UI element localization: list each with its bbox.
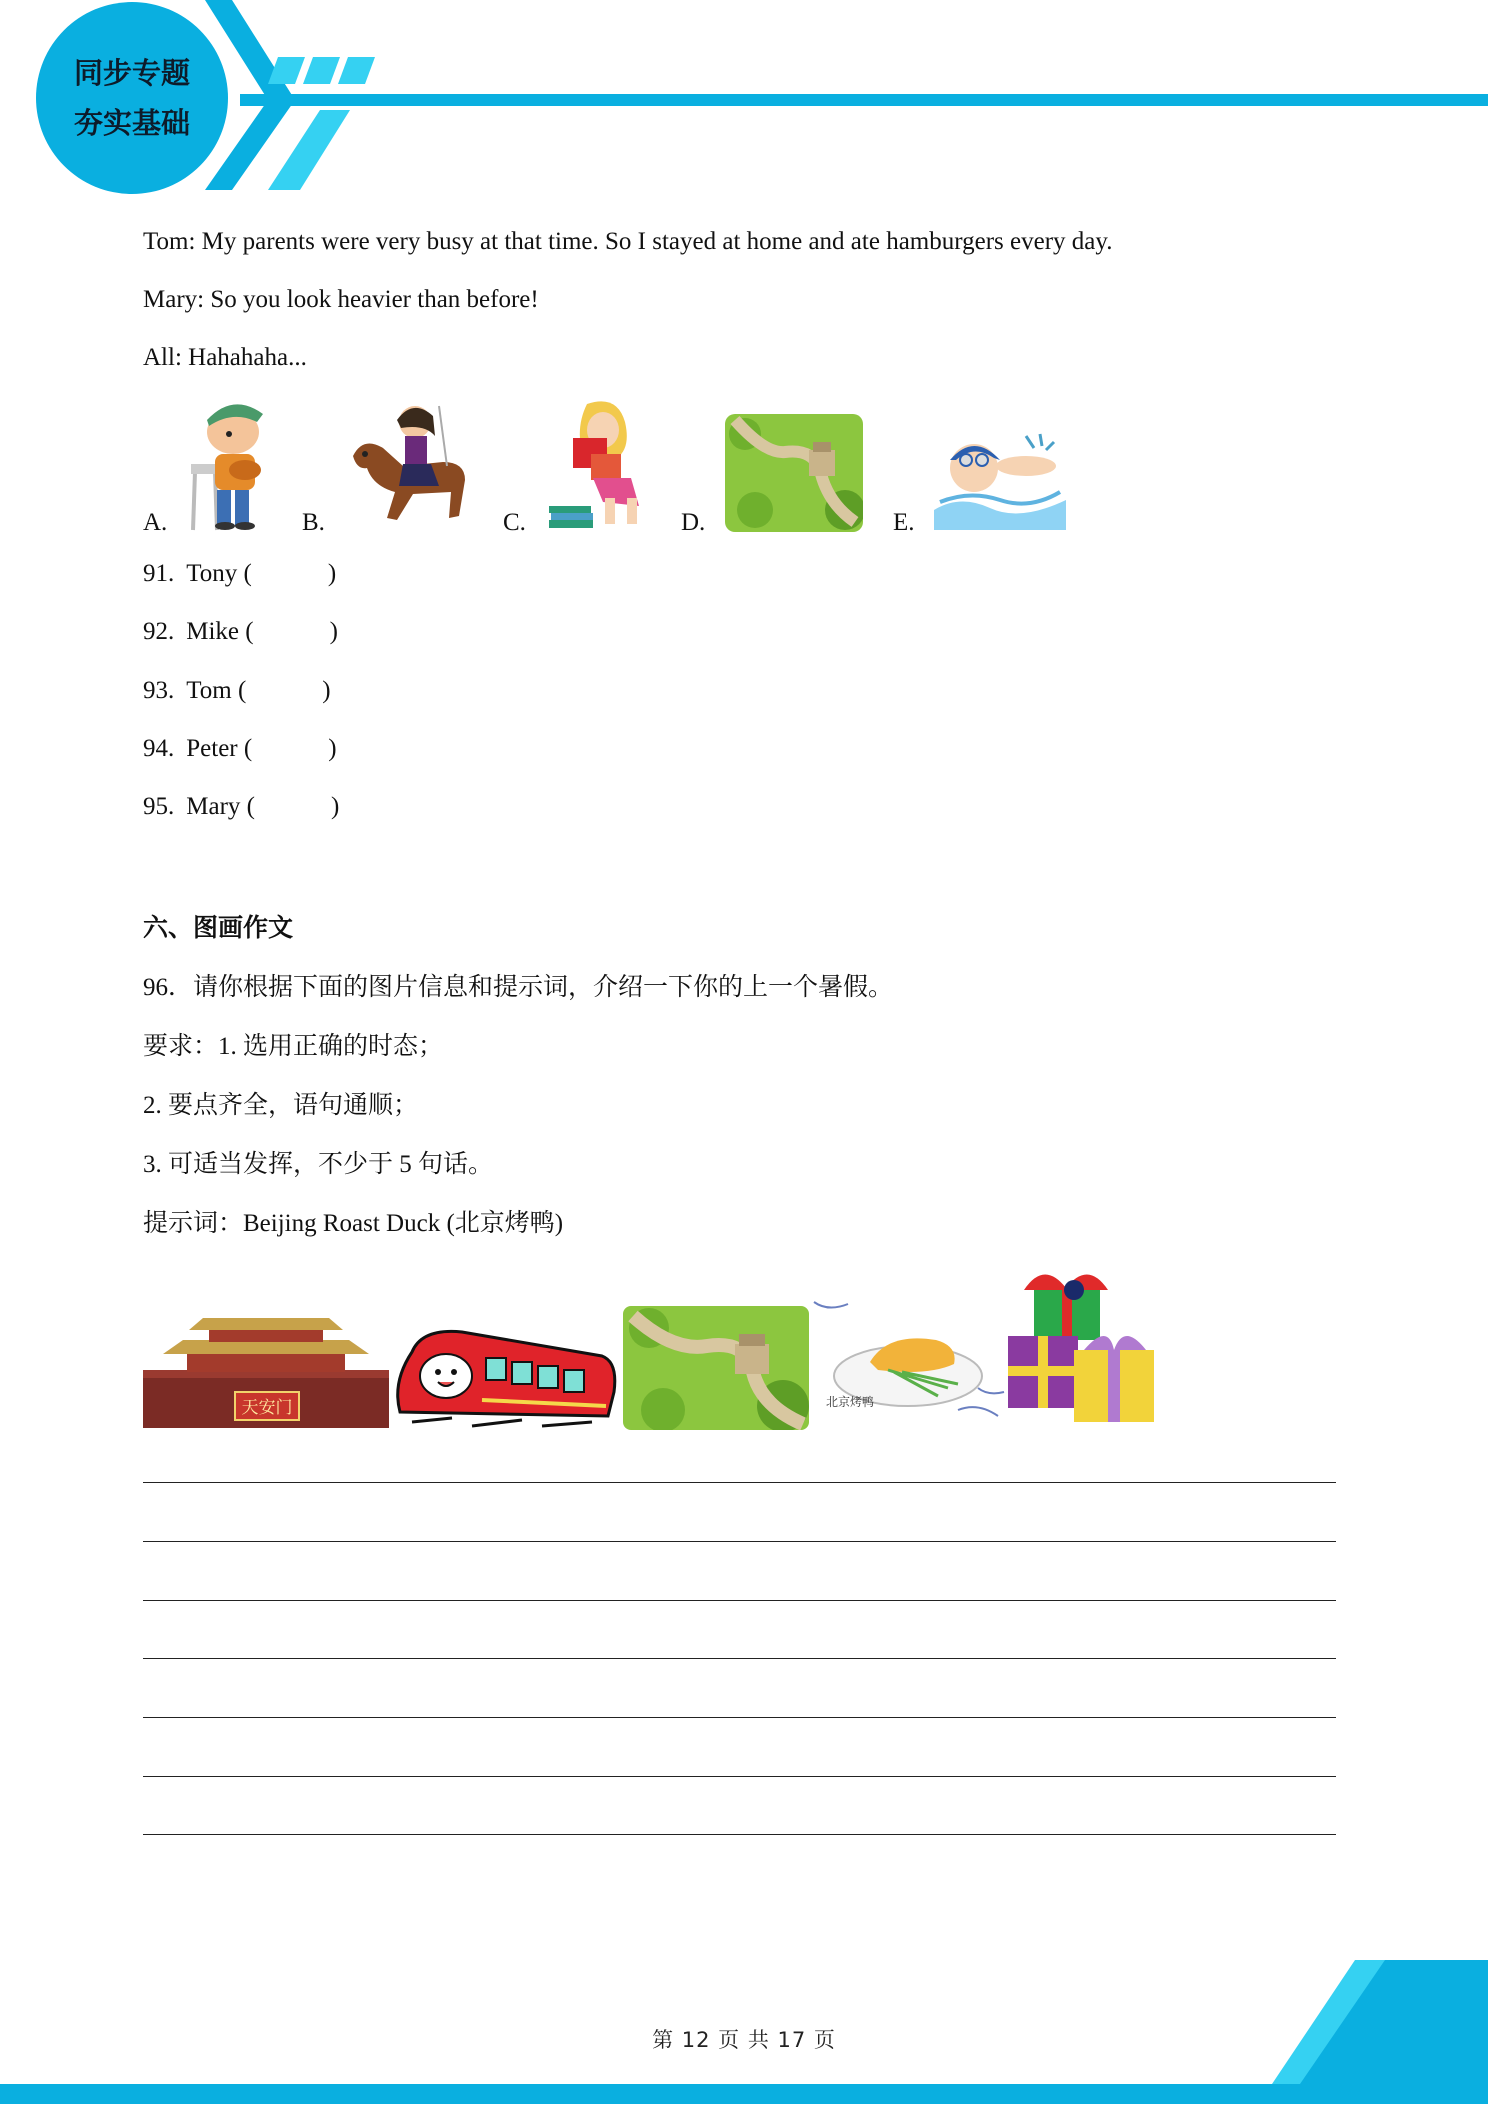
answer-line[interactable] bbox=[143, 1541, 1336, 1542]
tiananmen-caption: 天安门 bbox=[241, 1398, 293, 1418]
question-close: ) bbox=[322, 677, 331, 704]
answer-line[interactable] bbox=[143, 1658, 1336, 1659]
writing-prompt: 96．请你根据下面的图片信息和提示词，介绍一下你的上一个暑假。 bbox=[143, 974, 894, 1001]
answer-line[interactable] bbox=[143, 1600, 1336, 1601]
answer-line[interactable] bbox=[143, 1717, 1336, 1718]
girl-reading-book-icon bbox=[547, 398, 651, 532]
option-d-label: D. bbox=[681, 509, 706, 536]
question-close: ) bbox=[327, 560, 337, 587]
dialogue-all: All: Hahahaha... bbox=[143, 344, 307, 371]
option-b-label: B. bbox=[302, 509, 325, 536]
roast-duck-icon bbox=[808, 1292, 1008, 1430]
tiananmen-icon bbox=[143, 1310, 389, 1428]
question-91 bbox=[143, 560, 336, 588]
requirement-1: 要求：1. 选用正确的时态； bbox=[143, 1033, 444, 1060]
question-name: Peter ( bbox=[186, 735, 253, 762]
question-close: ) bbox=[328, 735, 337, 762]
great-wall-icon bbox=[725, 414, 863, 532]
roast-duck-caption: 北京烤鸭 bbox=[826, 1395, 875, 1409]
requirement-3: 3. 可适当发挥，不少于 5 句话。 bbox=[143, 1151, 494, 1178]
boy-eating-hamburger-icon bbox=[185, 392, 275, 532]
boy-swimming-icon bbox=[930, 430, 1070, 530]
hint-words: 提示词：Beijing Roast Duck (北京烤鸭) bbox=[143, 1210, 564, 1237]
dialogue-tom: Tom: My parents were very busy at that time. So I stayed at home and ate hamburgers every day. bbox=[143, 228, 1113, 255]
option-e-label: E. bbox=[893, 509, 915, 536]
question-94 bbox=[143, 735, 337, 763]
great-wall-icon bbox=[623, 1306, 809, 1430]
girl-riding-horse-icon bbox=[343, 396, 475, 530]
question-name: Mary ( bbox=[186, 793, 255, 820]
question-number: 91. bbox=[143, 560, 175, 587]
question-number: 92. bbox=[143, 618, 175, 645]
question-name: Mike ( bbox=[186, 618, 254, 645]
question-92 bbox=[143, 618, 338, 646]
question-number: 95. bbox=[143, 793, 175, 820]
badge-line-1: 同步专题 bbox=[73, 56, 190, 90]
section-title: 六、图画作文 bbox=[143, 913, 294, 942]
dialogue-mary: Mary: So you look heavier than before! bbox=[143, 286, 539, 313]
question-name: Tony ( bbox=[186, 560, 252, 587]
question-close: ) bbox=[330, 793, 340, 820]
question-93 bbox=[143, 677, 331, 705]
question-name: Tom ( bbox=[186, 677, 247, 704]
answer-line[interactable] bbox=[143, 1834, 1336, 1835]
question-close: ) bbox=[329, 618, 338, 645]
requirement-2: 2. 要点齐全，语句通顺； bbox=[143, 1092, 419, 1119]
answer-line[interactable] bbox=[143, 1482, 1336, 1483]
train-icon bbox=[392, 1322, 622, 1430]
footer-banner bbox=[0, 1950, 1488, 2104]
gift-boxes-icon bbox=[1004, 1260, 1160, 1426]
question-number: 93. bbox=[143, 677, 175, 704]
option-c-label: C. bbox=[503, 509, 526, 536]
badge-line-2: 夯实基础 bbox=[73, 106, 190, 140]
question-95 bbox=[143, 793, 339, 821]
option-a-label: A. bbox=[143, 509, 168, 536]
question-number: 94. bbox=[143, 735, 175, 762]
page-number: 第 12 页 共 17 页 bbox=[652, 2028, 836, 2052]
answer-line[interactable] bbox=[143, 1776, 1336, 1777]
